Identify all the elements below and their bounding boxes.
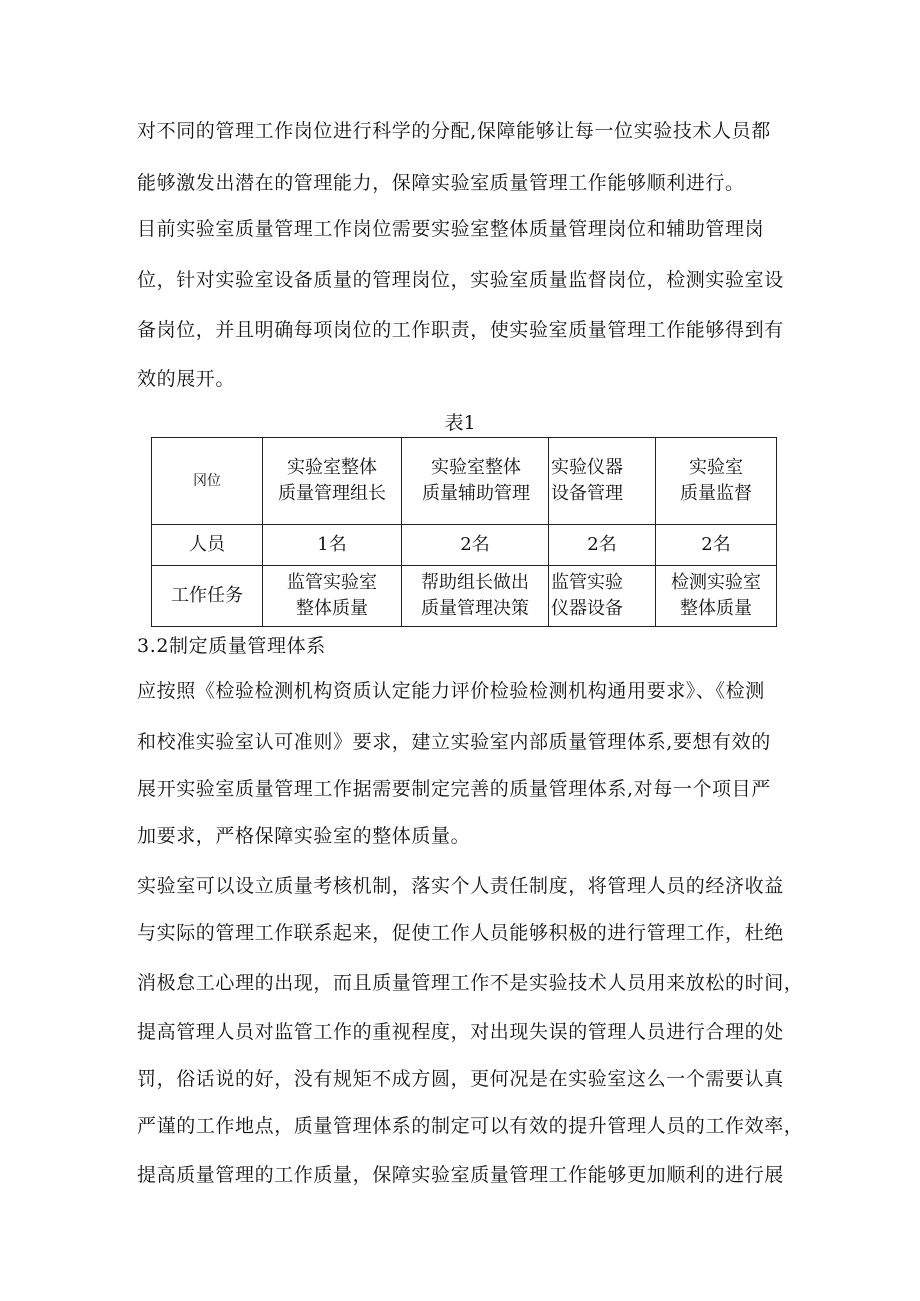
table-cell-task-label: 工作任务: [152, 566, 263, 627]
paragraph-4-line-4: 提高管理人员对监管工作的重视程度，对出现失误的管理人员进行合理的处: [137, 1021, 784, 1043]
table-header-cell-supervision: 实验室 质量监督: [656, 438, 777, 525]
paragraph-3-line-2: 和校准实验室认可准则》要求，建立实验室内部质量管理体系,要想有效的: [137, 731, 771, 753]
paragraph-2-line-3: 备岗位，并且明确每项岗位的工作职责，使实验室质量管理工作能够得到有: [137, 319, 784, 341]
paragraph-4-line-5: 罚，俗话说的好，没有规矩不成方圆，更何况是在实验室这么一个需要认真: [137, 1068, 784, 1090]
table-cell: 2名: [549, 525, 656, 566]
table-cell-personnel-label: 人员: [152, 525, 263, 566]
table-cell: 帮助组长做出 质量管理决策: [402, 566, 549, 627]
table-caption: 表1: [444, 412, 476, 434]
paragraph-1-line-1: 对不同的管理工作岗位进行科学的分配,保障能够让每一位实验技术人员都: [137, 120, 771, 142]
table-cell: 监管实验室 整体质量: [263, 566, 402, 627]
table-header-cell-position: 冈位: [152, 438, 263, 525]
table-header-cell-lead: 实验室整体 质量管理组长: [263, 438, 402, 525]
paragraph-4-line-3: 消极怠工心理的出现，而且质量管理工作不是实验技术人员用来放松的时间，: [137, 972, 804, 994]
paragraph-2-line-4: 效的展开。: [137, 368, 236, 390]
table-cell: 2名: [656, 525, 777, 566]
paragraph-1-line-2: 能够激发出潜在的管理能力，保障实验室质量管理工作能够顺利进行。: [137, 172, 745, 194]
table-row: [152, 566, 777, 627]
paragraph-4-line-1: 实验室可以设立质量考核机制，落实个人责任制度，将管理人员的经济收益: [137, 875, 784, 897]
paragraph-4-line-2: 与实际的管理工作联系起来，促使工作人员能够积极的进行管理工作，杜绝: [137, 922, 784, 944]
table-cell: 1名: [263, 525, 402, 566]
staffing-table: [151, 437, 777, 627]
table-header-cell-assistant: 实验室整体 质量辅助管理: [402, 438, 549, 525]
table-cell: 监管实验 仪器设备: [549, 566, 656, 627]
paragraph-4-line-6: 严谨的工作地点，质量管理体系的制定可以有效的提升管理人员的工作效率，: [137, 1115, 804, 1137]
paragraph-2-line-1: 目前实验室质量管理工作岗位需要实验室整体质量管理岗位和辅助管理岗: [137, 218, 765, 240]
paragraph-2-line-2: 位，针对实验室设备质量的管理岗位，实验室质量监督岗位，检测实验室设: [137, 269, 784, 291]
table-row: [152, 438, 777, 525]
paragraph-3-line-3: 展开实验室质量管理工作据需要制定完善的质量管理体系,对每一个项目严: [137, 778, 771, 800]
table-cell: 2名: [402, 525, 549, 566]
table-header-cell-equipment: 实验仪器 设备管理: [549, 438, 656, 525]
paragraph-3-line-1: 应按照《检验检测机构资质认定能力评价检验检测机构通用要求》、《检测: [137, 680, 765, 702]
table-cell: 检测实验室 整体质量: [656, 566, 777, 627]
paragraph-3-line-4: 加要求，严格保障实验室的整体质量。: [137, 825, 471, 847]
section-heading: 3.2制定质量管理体系: [137, 635, 326, 657]
table-row: [152, 525, 777, 566]
paragraph-4-line-7: 提高质量管理的工作质量，保障实验室质量管理工作能够更加顺利的进行展: [137, 1164, 784, 1186]
